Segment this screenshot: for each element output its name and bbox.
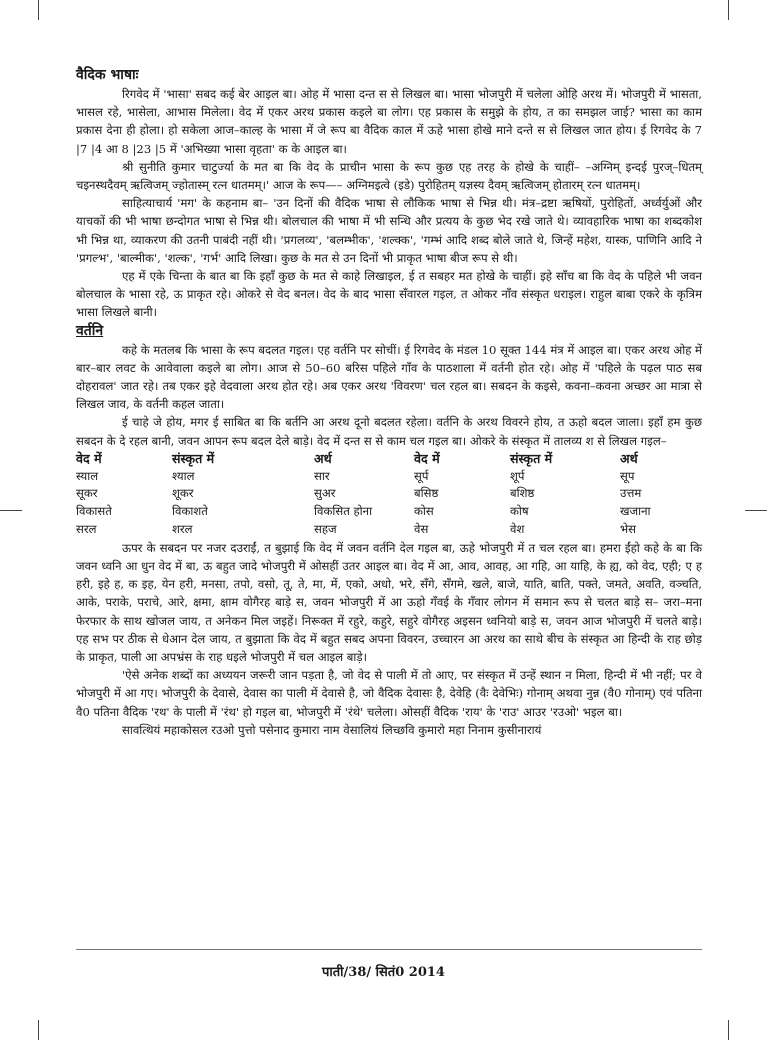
column-header: वेद में [76, 450, 102, 466]
paragraph: ऊपर के सबदन पर नजर दउराईं, त बुझाई कि वेद में जवन वर्तनि देल गइल बा, ऊहे भोजपुरी में त चल रहल बा। हमरा ईंहो कहे के बा कि जवन ध्वनि आ धुन वेद में बा, ऊ बहुत जादे भोजपुरी में ओसहीं उतर आइल बा। वेद में आ, आव, आवह, आ गहि, आ याहि, के ह्य, को वेद, एही; ए ह हरी, इहे ह, क इह, येन हरी, मनसा, तपो, वसो, तू, ते, मा, में, एको, अधो, भरे, सँगे, सँगमे, खले, बाजे, याति, बाति, पक्ते, जमते, अवति, वञ्चति, आके, पराके, पराचे, आरे, क्षमा, क्षाम वोगैरह बाड़े स, जवन भोजपुरी में आ ऊहो गँवई के गँवार लोगन में समान रूप से चलत बाड़े स– जरा–मना फेरफार के साथ खोजल जाय, त अनेकन मिल जइहें। निरूक्त में रहुरे, कहुरे, सहुरे वोगैरह अइसन ध्वनियो बाड़े स, जवन आज भोजपुरी में चलते बाड़े। एह सभ पर ठीक से धेआन देल जाय, त बुझाता कि वेद में बहुत सबद अपना विवरन, उच्चारन आ अरथ का साथे बीच के संस्कृत आ हिन्दी के राह छोड़ के प्राकृत, पाली आ अपभ्रंस के राह धइले भोजपुरी में चल आइल बाड़े। [76, 540, 702, 665]
paragraph: एह में एके चिन्ता के बात बा कि इहाँ कुछ के मत से काहे लिखाइल, ई त सबहर मत होखे के चाहीं। इहे साँच बा कि वेद के पहिले भी जवन बोलचाल के भासा रहे, ऊ प्राकृत रहे। ओकरे से वेद बनल। वेद के बाद भासा सँवारल गइल, त ओकर नाँव संस्कृत धराइल। राहुल बाबा एकरे के कृत्रिम भासा लिखले बानी। [76, 269, 702, 320]
table-cell: उत्तम [620, 486, 642, 501]
crop-mark-left-mid [0, 510, 22, 511]
table-cell: सरल [76, 522, 97, 537]
table-cell: कोष [510, 504, 529, 519]
table-cell: विकासते [76, 504, 112, 519]
crop-mark-top-right [728, 0, 729, 20]
paragraph: श्री सुनीति कुमार चाटुर्ज्या के मत बा कि वेद के प्राचीन भासा के रूप कुछ एह तरह के होखे के चाहीं– –अग्निम् इन्दई पुरज्–धितम् चइनस्थदैवम् ऋत्विजम् ज्होतास्म् रत्न धातमम्।' आज के रूप—– अग्निमइत्वे (इडे) पुरोहितम् यज्ञस्य दैवम् ऋत्विजम् होतारम् रत्न धातमम्। [76, 159, 702, 193]
table-cell: विकसित होना [314, 504, 373, 519]
table-cell: सूकर [76, 486, 98, 501]
page-footer: पाती/38/ सितं0 2014 [322, 965, 445, 980]
table-cell: भेस [620, 522, 636, 537]
paragraph: रिगवेद में 'भासा' सबद कई बेर आइल बा। ओह में भासा दन्त स से लिखल बा। भासा भोजपुरी में चलेला ओहि अरथ में। भोजपुरी में भासता, भासल रहे, भासेला, आभास मिलेला। वेद में एकर अरथ प्रकास कइले बा लोग। एह प्रकास के समुझे के होय, त का समझल जाई? भासा का काम प्रकास देना ही होला। हो सकेला आज–काल्ह के भासा में जे रूप बा वैदिक काल में ऊहे भासा होखे माने दन्ते स से लिखल जात होय। ई रिगवेद के 7 |7 |4 आ 8 |23 |5 में 'अभिख्या भासा वृहता' क के आइल बा। [76, 87, 702, 156]
column-header: अर्थ [620, 450, 638, 466]
table-cell: सार [314, 468, 330, 483]
table-cell: सहज [314, 522, 337, 537]
paragraph: ई चाहे जे होय, मगर ई साबित बा कि बर्तनि आ अरथ दूनो बदलत रहेला। वर्तनि के अरथ विवरने होय, त ऊहो बदल जाला। इहाँ हम कुछ सबदन के दे रहल बानी, जवन आपन रूप बदल देले बाड़े। वेद में दन्त स से काम चल गइल बा। ओकरे के संस्कृत में तालव्य श से लिखल गइल– [76, 415, 702, 448]
column-header: संस्कृत में [510, 450, 553, 466]
table-cell: स्याल [76, 468, 99, 483]
table-row [76, 503, 702, 521]
section-heading-spelling: वर्तनि [76, 322, 104, 339]
footer-divider [76, 949, 702, 950]
crop-mark-right-mid [745, 510, 767, 511]
word-comparison-table [76, 450, 702, 539]
article-body [76, 66, 702, 739]
crop-mark-top-left [38, 0, 39, 20]
crop-mark-bottom-right [728, 1020, 729, 1040]
column-header: वेद में [414, 450, 440, 466]
table-cell: वेस [414, 522, 429, 537]
crop-mark-bottom-left [38, 1020, 39, 1040]
table-cell: खजाना [620, 504, 651, 519]
table-cell: श्याल [172, 468, 195, 483]
paragraph: सावत्थियं महाकोसल रउओ पुत्तो पसेनाद कुमारा नाम वेसालियं लिच्छवि कुमारो महा निनाम कुसीनारायं [122, 722, 542, 737]
table-row [76, 468, 702, 486]
paragraph: साहित्याचार्य 'मग' के कहनाम बा– 'उन दिनों की वैदिक भाषा से लौकिक भाषा से भिन्न थी। मंत्र–द्रष्टा ऋषियों, पुरोहितों, अर्ध्वर्युओं और याचकों की भी भाषा छन्दोगत भाषा से भिन्न थी। बोलचाल की भाषा में भी सन्धि और प्रत्यय के कुछ भेद रखे जाते थे। व्यावहारिक भाषा का शब्दकोश भी भिन्न था, व्याकरण की उतनी पाबंदी नहीं थी। 'प्रगलव्य', 'बलम्भीक', 'शल्क्क', 'गम्भं आदि शब्द बोले जाते थे, जिन्हें महेश, यास्क, पाणिनि आदि ने 'प्रगल्भ', 'बाल्मीक', 'शल्क', 'गर्भ' आदि लिखा। कुछ के मत से उन दिनों भी प्राकृत भाषा बीज रूप से थी। [76, 196, 702, 265]
table-cell: सुअर [314, 486, 336, 501]
paragraph: कहे के मतलब कि भासा के रूप बदलत गइल। एह वर्तनि पर सोचीं। ई रिगवेद के मंडल 10 सूक्त 144 मंत्र में आइल बा। एकर अरथ ओह में बार–बार लवट के आवेवाला कइले बा लोग। आज से 50–60 बरिस पहिले गाँव के पाठशाला में वर्तनी होत रहे। ओह में 'पहिले के पढ़ल पाठ सब दोहरावल' जात रहे। तब एकर इहे वेदवाला अरथ होत रहे। अब एकर अरथ 'विवरण' चल रहल बा। सबदन के कइसे, कवना–कवना अच्छर आ मात्रा से लिखल जाव, के वर्तनी कहल जाता। [76, 342, 702, 412]
column-header: संस्कृत में [172, 450, 215, 466]
table-cell: विकाशते [172, 504, 208, 519]
table-cell: कोस [414, 504, 434, 519]
table-row [76, 521, 702, 539]
column-header: अर्थ [314, 450, 332, 466]
section-heading-vedic-language: वैदिक भाषाः [76, 67, 139, 83]
table-cell: बसिष्ठ [414, 486, 439, 501]
table-cell: सूप [620, 468, 635, 483]
table-header-row [76, 450, 702, 468]
table-cell: शूर्प [510, 468, 525, 483]
paragraph: 'ऐसे अनेक शब्दों का अध्ययन जरूरी जान पड़ता है, जो वेद से पाली में तो आए, पर संस्कृत में उन्हें स्थान न मिला, हिन्दी में भी नहीं; पर वे भोजपुरी में आ गए। भोजपुरी के देवासे, देवास का पाली में देवासे है, जो वैदिक देवासः है, देवेहि (वैः देवेभिः) गोनाम् अथवा नुन्न (वै0 गोनाम्) एवं पतिना वै0 पतिना वैदिक 'रथ' के पाली में 'रंथ' हो गइल बा, भोजपुरी में 'रंथे' चलेला। ओसहीं वैदिक 'राय' के 'राउ' आउर 'रउओ' भइल बा। [76, 668, 702, 719]
table-cell: वेश [510, 522, 525, 537]
table-row [76, 485, 702, 503]
table-cell: शरल [172, 522, 193, 537]
table-cell: बशिष्ठ [510, 486, 535, 501]
table-cell: शूकर [172, 486, 194, 501]
table-cell: सूर्प [414, 468, 429, 483]
